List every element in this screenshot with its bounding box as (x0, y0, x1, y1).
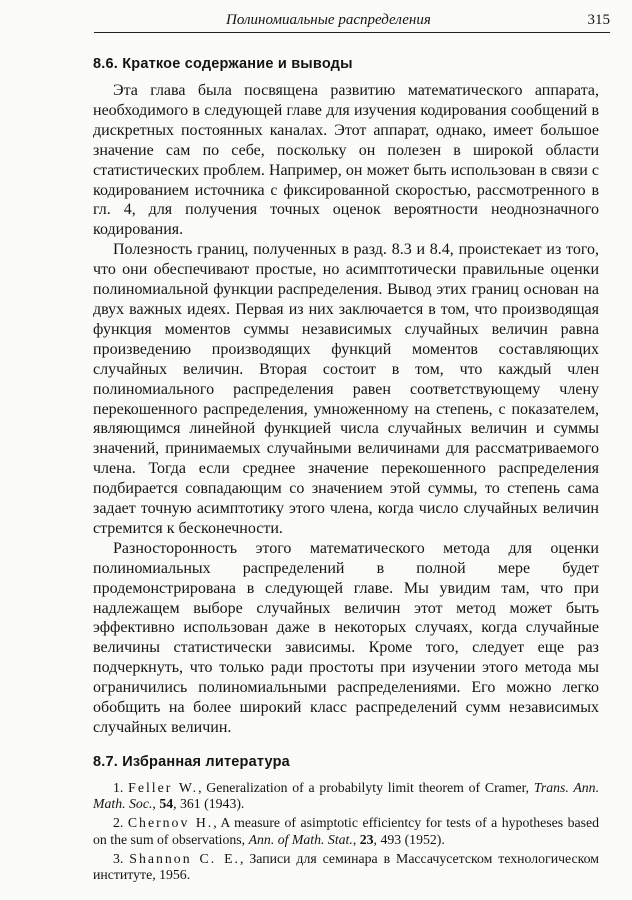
reference-item (93, 851, 599, 883)
section-heading-summary: 8.6. Краткое содержание и выводы (93, 56, 353, 72)
reference-number: 2. (113, 815, 124, 831)
reference-journal: Trans. Ann. Math. Soc. (93, 779, 600, 812)
reference-list (93, 780, 599, 883)
reference-pages: , 493 (1952). (373, 831, 445, 847)
running-title: Полиномиальные распределения (226, 12, 431, 28)
page-content (93, 56, 599, 886)
reference-number: 1. (113, 779, 124, 795)
reference-author: Feller W. (128, 779, 199, 795)
paragraph: Разносторонность этого математического метода для оценки полиномиальных распределений в полной мере будет продемонстрирована в следующей главе. Мы увидим там, что при надлежащем выборе случайных величин этот метод может быть эффективно использован даже в некоторых случаях, когда случайные величины статистически зависимы. Кроме того, следует еще раз подчеркнуть, что только ради простоты при изучении этого метода мы ограничились полиномиальными распределениями. Его можно легко обобщить на более широкий класс распределений сумм независимых случайных величин. (93, 539, 599, 736)
reference-volume: 54 (159, 796, 174, 812)
reference-title: , Записи для семинара в Массачусетском технологическом институте, 1956. (93, 850, 599, 882)
reference-volume: 23 (359, 831, 374, 847)
paragraph: Полезность границ, полученных в разд. 8.3 и 8.4, проистекает из того, что они обеспечивают простые, но асимптотически правильные оценки полиномиальной функции распределения. Вывод этих границ основан на двух важных идеях. Первая из них заключается в том, что производящая функция моментов суммы независимых случайных величин равна произведению производящих функций моментов составляющих случайных величин. Вторая состоит в том, что каждый член полиномиального распределения равен соответствующему члену перекошенного распределения, умноженному на степень, с показателем, являющимся линейной функцией числа случайных величин и суммы значений, принимаемых случайными величинами для рассматриваемого члена. Тогда если среднее значение перекошенного распределения подбирается совпадающим со значением этой суммы, то степень сама задает точную асимптотику этого члена, когда число случайных величин стремится к бесконечности. (93, 241, 599, 537)
reference-item: 1. Feller W., Generalization of a probabilyty limit theorem of Cramer, Trans. Ann. Math. Soc., 54, 361 (1943). (93, 779, 600, 812)
reference-author: Chernov H. (127, 815, 214, 831)
reference-title: , A measure of asimptotic efficientcy for tests of a hypotheses based on the sum of observations, (93, 815, 599, 847)
running-head (94, 10, 610, 33)
reference-item: 2. Chernov H., A measure of asimptotic efficientcy for tests of a hypotheses based on the sum of observations, Ann. of Math. Stat., 23, 493 (1952). (93, 815, 599, 847)
section-heading-references: 8.7. Избранная литература (93, 753, 290, 770)
reference-journal: Ann. of Math. Stat. (248, 831, 353, 847)
reference-pages: , 361 (1943). (173, 796, 245, 812)
reference-title: , Generalization of a probabilyty limit theorem of Cramer, (198, 779, 534, 795)
reference-author: Shannon C. E. (129, 850, 240, 866)
paragraph: Эта глава была посвящена развитию математического аппарата, необходимого в следующей главе для изучения кодирования сообщений в дискретных постоянных каналах. Этот аппарат, однако, имеет большое значение сам по себе, поскольку он полезен в широкой области статистических проблем. Например, он может быть использован в связи с кодированием источника с фиксированной скоростью, рассмотренного в гл. 4, для получения точных оценок вероятности неоднозначного кодирования. (93, 82, 599, 239)
reference-number: 3. (113, 850, 124, 866)
page-number: 315 (587, 12, 610, 28)
